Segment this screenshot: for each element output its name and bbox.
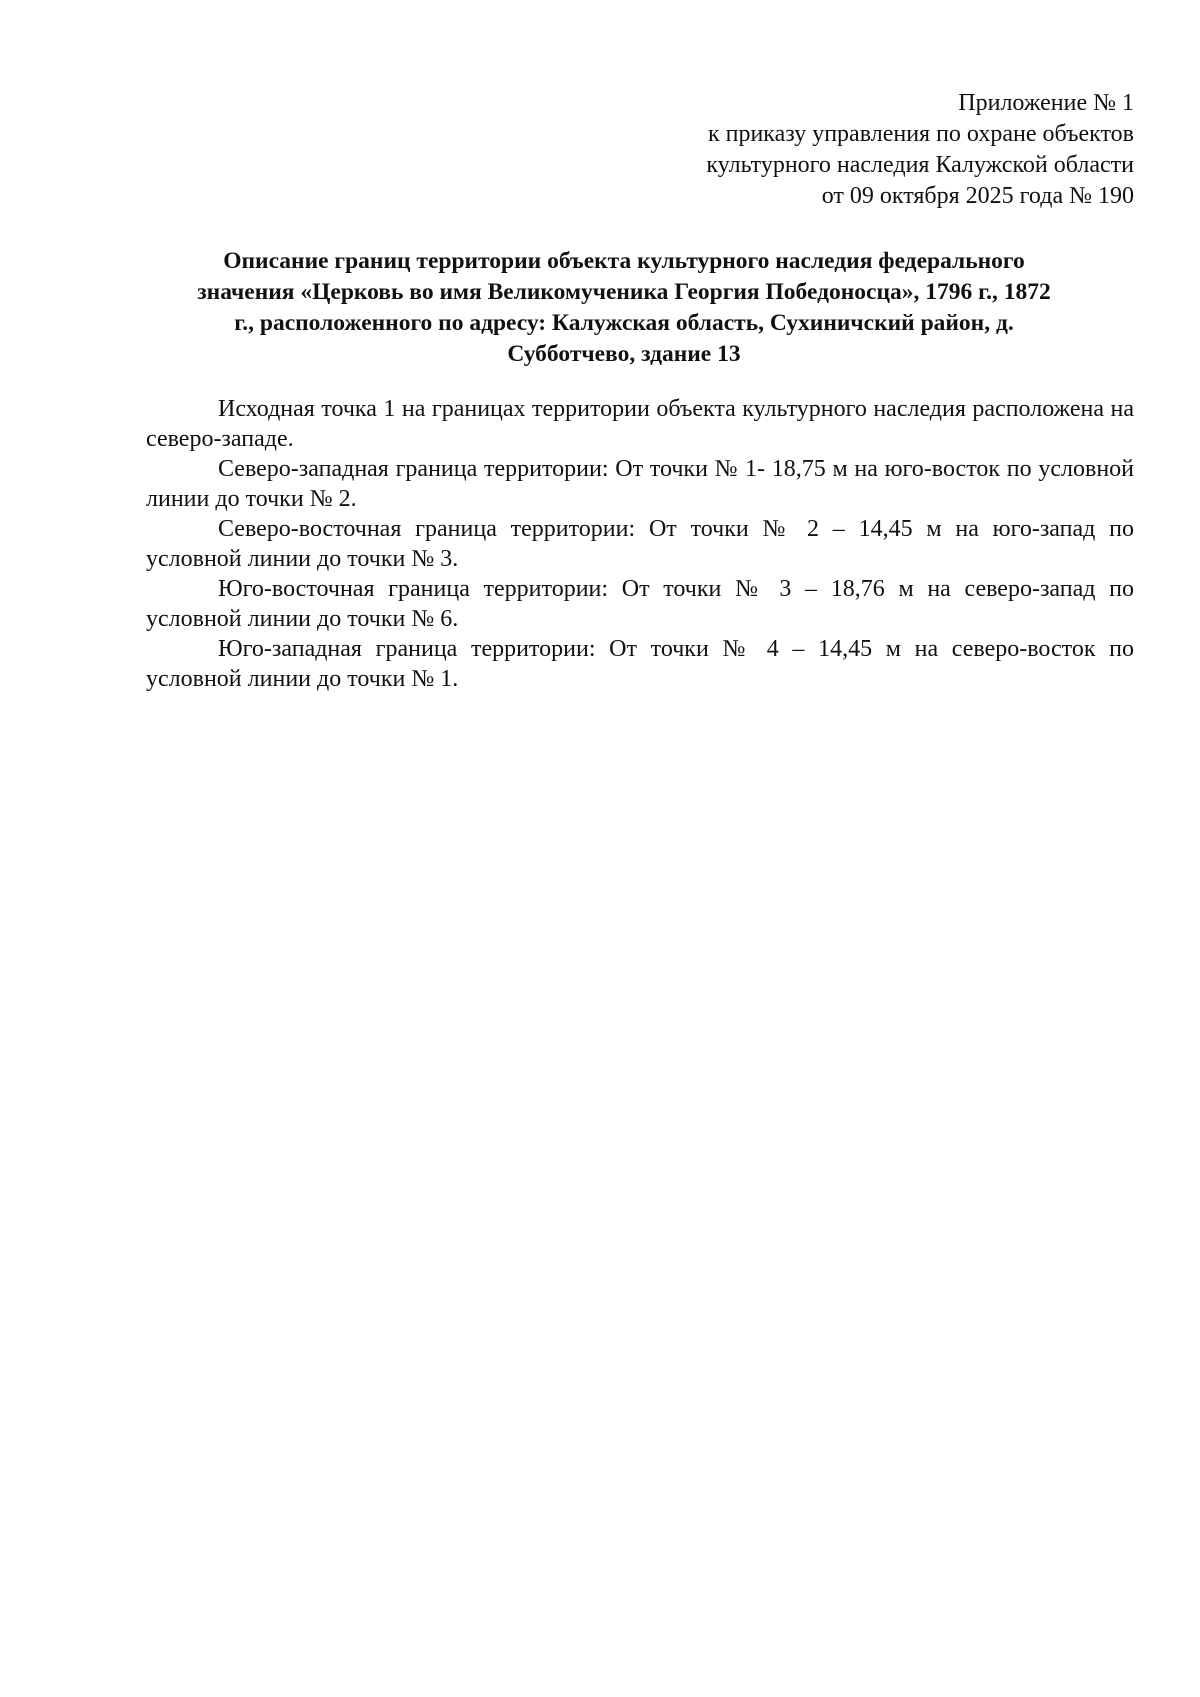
paragraph-northwest-boundary: Северо-западная граница территории: От точки № 1- 18,75 м на юго-восток по условной линии до точки № 2.: [146, 456, 1134, 512]
title-line-2: значения «Церковь во имя Великомученика Георгия Победоносца», 1796 г., 1872: [197, 279, 1051, 305]
paragraph-starting-point: Исходная точка 1 на границах территории объекта культурного наследия расположена на северо-западе.: [146, 396, 1134, 452]
annex-authority: культурного наследия Калужской области: [706, 152, 1134, 178]
title-line-1: Описание границ территории объекта культурного наследия федерального: [223, 248, 1025, 274]
annex-number: Приложение № 1: [958, 90, 1134, 116]
annex-header: [534, 88, 1134, 212]
boundary-description: [146, 394, 1134, 694]
paragraph-southeast-boundary: Юго-восточная граница территории: От точки № 3 – 18,76 м на северо-запад по условной линии до точки № 6.: [146, 576, 1134, 632]
annex-order-date: от 09 октября 2025 года № 190: [821, 183, 1134, 209]
title-line-4: Субботчево, здание 13: [507, 341, 741, 367]
annex-order-reference: к приказу управления по охране объектов: [707, 121, 1134, 147]
paragraph-southwest-boundary: Юго-западная граница территории: От точки № 4 – 14,45 м на северо-восток по условной линии до точки № 1.: [146, 636, 1134, 692]
document-title: [140, 246, 1108, 370]
title-line-3: г., расположенного по адресу: Калужская область, Сухиничский район, д.: [234, 310, 1014, 336]
paragraph-northeast-boundary: Северо-восточная граница территории: От точки № 2 – 14,45 м на юго-запад по условной линии до точки № 3.: [146, 516, 1134, 572]
